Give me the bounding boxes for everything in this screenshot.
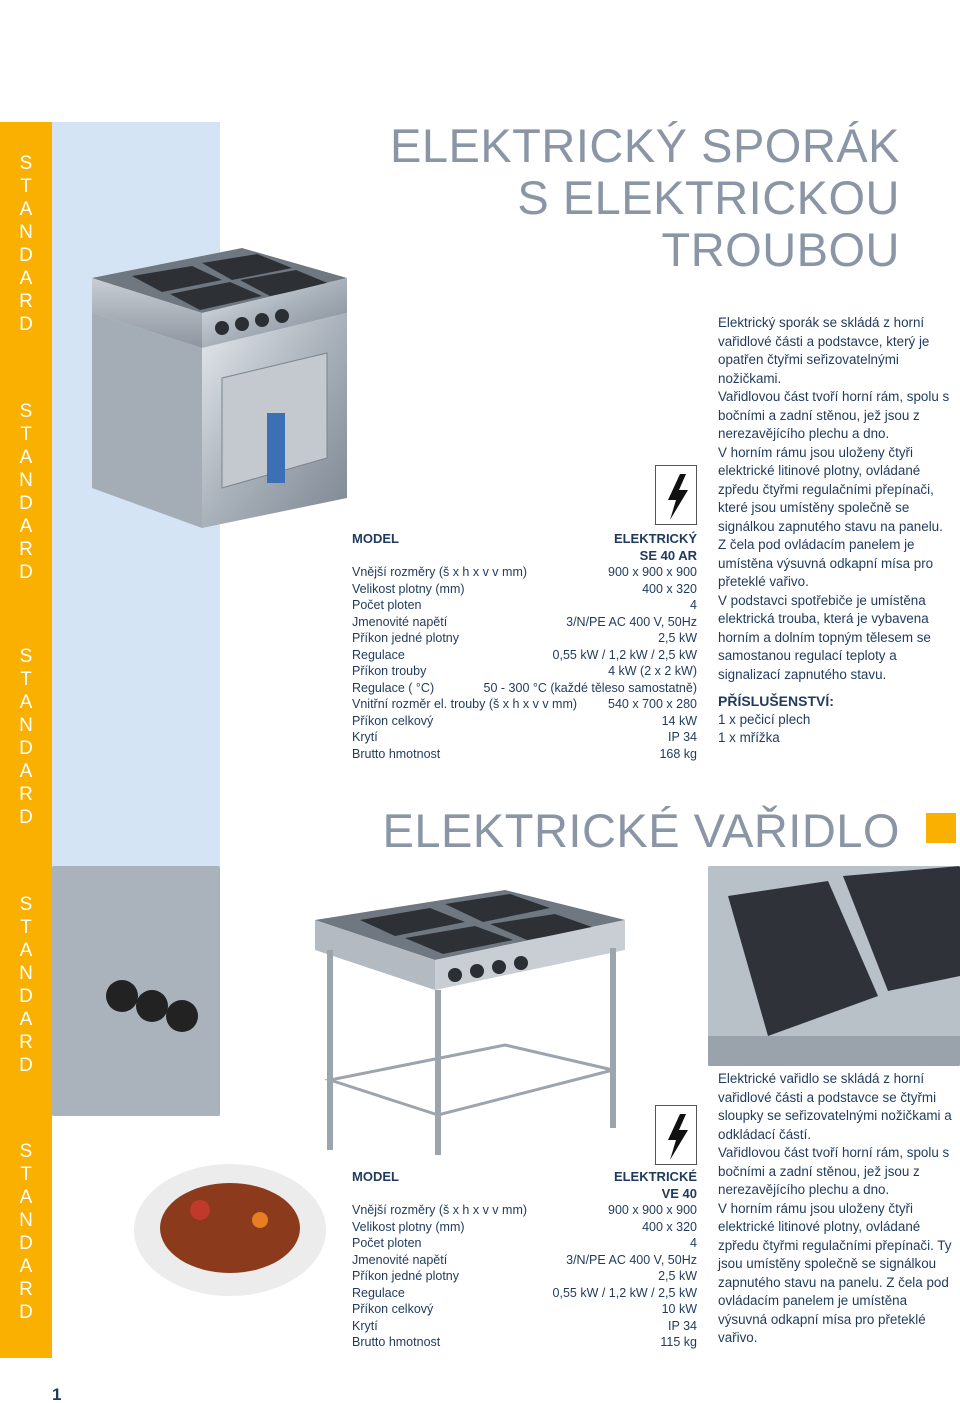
spec-row: [352, 680, 697, 697]
food-plate-photo: [130, 1150, 330, 1300]
spec-row: [352, 1301, 697, 1318]
product2-description: [718, 1070, 958, 1348]
spec-value: 10 kW: [661, 1302, 697, 1316]
spec-value: 4: [690, 1236, 697, 1250]
spec-label: Krytí: [352, 1318, 378, 1333]
spec-label: Příkon celkový: [352, 713, 434, 728]
sidebar-word: S T A N D A R D: [19, 894, 33, 1076]
product2-title: ELEKTRICKÉ VAŘIDLO: [382, 804, 900, 857]
spec-label: Velikost plotny (mm): [352, 1219, 465, 1234]
spec-row: [352, 1268, 697, 1285]
spec-label: Vnitřní rozměr el. trouby (š x h x v v mm): [352, 697, 578, 711]
spec-label: Příkon jedné plotny: [352, 1269, 460, 1283]
spec-row: [352, 1219, 697, 1236]
spec-row: [352, 1318, 697, 1335]
spec-value: 50 - 300 °C (každé těleso samostatně): [483, 680, 697, 695]
spec-value: 2,5 kW: [658, 631, 697, 645]
sidebar-word: S T A N D A R D: [19, 401, 33, 583]
spec-value: 14 kW: [661, 713, 697, 728]
spec-model-code-row: [352, 1185, 697, 1202]
spec-row: [352, 696, 697, 713]
product2-spec-table: [352, 1168, 697, 1358]
title-accent-square: [926, 813, 956, 843]
spec-row: [352, 564, 697, 581]
spec-label: Brutto hmotnost: [352, 746, 441, 761]
spec-label: Příkon celkový: [352, 1302, 434, 1316]
spec-row: [352, 1235, 697, 1252]
spec-value: 3/N/PE AC 400 V, 50Hz: [566, 614, 697, 629]
spec-row: [352, 1252, 697, 1269]
description-paragraph: Elektrický sporák se skládá z horní vařidlové části a podstavce, který je opatřen čtyřmi seřizovatelnými nožičkami.: [718, 315, 930, 386]
model-type: ELEKTRICKÝ: [613, 531, 697, 546]
spec-label: Jmenovité napětí: [352, 614, 448, 629]
spec-row: [352, 1285, 697, 1302]
spec-value: 400 x 320: [642, 581, 697, 596]
description-paragraph: Z čela pod ovládacím panelem je umístěna výsuvná odkapní mísa pro přeteklé vařivo.: [718, 537, 934, 589]
model-code: VE 40: [661, 1186, 697, 1201]
accessory-item: 1 x mřížka: [718, 730, 780, 745]
spec-header-row: [352, 530, 697, 547]
spec-row: [352, 746, 697, 763]
spec-value: 900 x 900 x 900: [608, 565, 697, 579]
spec-row: [352, 581, 697, 598]
spec-value: IP 34: [668, 1318, 697, 1333]
description-paragraph: Vařidlovou část tvoří horní rám, spolu s bočními a zadní stěnou, jež jsou z nerezavějícího plechu a dno.: [718, 389, 950, 441]
sidebar-word: S T A N D A R D: [19, 153, 33, 335]
sidebar-word: S T A N D A R D: [19, 1141, 33, 1323]
electric-bolt-icon: [655, 465, 697, 525]
description-paragraph: Vařidlovou část tvoří horní rám, spolu s bočními a zadní stěnou, jež jsou z nerezavějícího plechu a dno.: [718, 1145, 950, 1197]
boiling-top-photo: [305, 880, 635, 1160]
product1-title: [300, 120, 900, 276]
spec-value: 0,55 kW / 1,2 kW / 2,5 kW: [552, 647, 697, 662]
spec-value: 540 x 700 x 280: [608, 697, 697, 711]
accessory-item: 1 x pečicí plech: [718, 711, 811, 727]
spec-row: [352, 729, 697, 746]
spec-label: Brutto hmotnost: [352, 1335, 441, 1349]
spec-label: Krytí: [352, 730, 378, 744]
sidebar-word: S T A N D A R D: [19, 646, 33, 828]
spec-row: [352, 1202, 697, 1219]
knobs-closeup-photo: [52, 866, 220, 1116]
spec-value: 900 x 900 x 900: [608, 1203, 697, 1217]
spec-label: Regulace: [352, 647, 405, 662]
spec-label: Regulace: [352, 1285, 405, 1300]
model-header: MODEL: [352, 531, 399, 546]
spec-label: Vnější rozměry (š x h x v v mm): [352, 565, 528, 579]
spec-label: Regulace ( °C): [352, 680, 435, 695]
hotplate-closeup-photo: [708, 866, 960, 1066]
spec-value: 4: [690, 598, 697, 612]
spec-value: IP 34: [668, 730, 697, 744]
electric-bolt-icon: [655, 1105, 697, 1165]
spec-value: 2,5 kW: [658, 1269, 697, 1283]
spec-row: [352, 663, 697, 680]
spec-value: 3/N/PE AC 400 V, 50Hz: [566, 1252, 697, 1267]
spec-value: 400 x 320: [642, 1219, 697, 1234]
spec-row: [352, 630, 697, 647]
description-paragraph: V horním rámu jsou uloženy čtyři elektrické litinové plotny, ovládané zpředu čtyřmi regulačními přepínači, které jsou umístěny společně se signálkou zapnutého stavu na panelu.: [718, 444, 943, 534]
spec-row: [352, 597, 697, 614]
accessories-title: PŘÍSLUŠENSTVÍ:: [718, 693, 834, 709]
spec-row: [352, 614, 697, 631]
spec-label: Počet ploten: [352, 1236, 422, 1250]
spec-row: [352, 1334, 697, 1351]
product1-title-line2: S ELEKTRICKOU TROUBOU: [517, 171, 900, 276]
product1-spec-table: [352, 530, 697, 770]
spec-label: Jmenovité napětí: [352, 1252, 448, 1267]
spec-row: [352, 647, 697, 664]
spec-label: Příkon trouby: [352, 664, 427, 678]
spec-label: Velikost plotny (mm): [352, 581, 465, 596]
spec-value: 168 kg: [659, 746, 697, 761]
spec-model-code-row: [352, 547, 697, 564]
description-paragraph: V horním rámu jsou uloženy čtyři elektrické litinové plotny, ovládané zpředu čtyřmi regulačními přepínači. Ty jsou umístěny společně se signálkou zapnutého stavu na panelu. Z čela pod ovládacím panelem je umístěna výsuvná odkapní mísa pro přeteklé vařivo.: [718, 1200, 952, 1345]
description-paragraph: V podstavci spotřebiče je umístěna elektrická trouba, která je vybavena horním a dolním topným tělesem se samostanou regulací teploty a signalizací zapnutého stavu.: [718, 592, 931, 682]
product1-description: [718, 314, 958, 748]
model-header: MODEL: [352, 1169, 399, 1184]
model-type: ELEKTRICKÉ: [613, 1169, 697, 1184]
model-code: SE 40 AR: [639, 548, 697, 563]
spec-label: Počet ploten: [352, 598, 422, 612]
page-number: 1: [52, 1385, 62, 1403]
description-paragraph: Elektrické vařidlo se skládá z horní vařidlové části a podstavce se čtyřmi sloupky se seřizovatelnými nožičkami a odkládací částí.: [718, 1071, 952, 1142]
range-oven-photo: [62, 238, 352, 538]
product1-title-line1: ELEKTRICKÝ SPORÁK: [390, 119, 900, 172]
spec-row: [352, 713, 697, 730]
spec-header-row: [352, 1168, 697, 1185]
spec-value: 4 kW (2 x 2 kW): [608, 664, 697, 678]
spec-value: 0,55 kW / 1,2 kW / 2,5 kW: [552, 1285, 697, 1300]
spec-label: Příkon jedné plotny: [352, 631, 460, 645]
spec-value: 115 kg: [660, 1335, 697, 1349]
spec-label: Vnější rozměry (š x h x v v mm): [352, 1203, 528, 1217]
